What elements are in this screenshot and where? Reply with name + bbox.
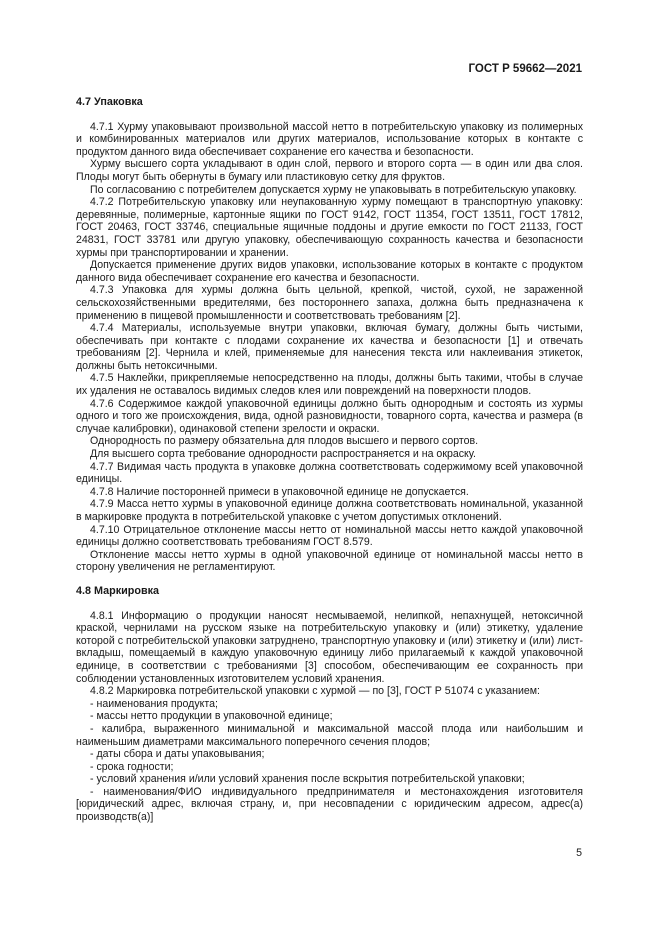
paragraph: 4.8.1 Информацию о продукции наносят несмываемой, нелипкой, непахнущей, нетоксичной краской, чернилами на русском языке на потребительскую упаковку и (или) этикетку, удаление которой с потребительской упаковки затруднено, транспортную упаковку и (или) этикетку и (или) лист-вкладыш, помещаемый в каждую упаковочную единицу либо прилагаемый к каждой упаковочной единице, в соответствии с требованиями [3] способом, обеспечивающим ее сохранность при соблюдении установленных изготовителем условий хранения.: [76, 609, 583, 685]
paragraph: 4.7.8 Наличие посторонней примеси в упаковочной единице не допускается.: [90, 485, 469, 498]
section-body-packaging: [76, 121, 583, 574]
paragraph: 4.7.7 Видимая часть продукта в упаковке должна соответствовать содержимому всей упаковочной единицы.: [76, 460, 583, 486]
paragraph: 4.7.5 Наклейки, прикрепляемые непосредственно на плоды, должны быть такими, чтобы в случае их удаления не оставалось видимых следов клея или повреждений на поверхности плодов.: [76, 372, 583, 398]
paragraph: 4.7.2 Потребительскую упаковку или неупакованную хурму помещают в транспортную упаковку: деревянные, полимерные, картонные ящики по ГОСТ 9142, ГОСТ 11354, ГОСТ 13511, ГОСТ 17812, ГОСТ 20463, ГОСТ 33746, специальные ящичные поддоны и другие емкости по ГОСТ 21133, ГОСТ 24831, ГОСТ 33781 или другую упаковку, обеспечивающую сохранность качества и безопасности хурмы при транспортировании и хранении.: [76, 196, 583, 259]
list-item: - наименования/ФИО индивидуального предпринимателя и местонахождения изготовителя [юридический адрес, включая страну, и, при несовпадении с юридическим адресом, адрес(а) производств(а)]: [76, 785, 583, 824]
paragraph: 4.7.3 Упаковка для хурмы должна быть цельной, крепкой, чистой, сухой, не зараженной сельскохозяйственными вредителями, без постороннего запаха, должна быть предназначена к применению в пищевой промышленности и соответствовать требованиям [2].: [76, 284, 583, 322]
paragraph: Хурму высшего сорта укладывают в один слой, первого и второго сорта — в один или два слоя. Плоды могут быть обернуты в бумагу или пластиковую сетку для фруктов.: [76, 158, 583, 183]
paragraph: Для высшего сорта требование однородности распространяется и на окраску.: [90, 448, 476, 461]
list-item: - наименования продукта;: [90, 697, 218, 710]
paragraph: 4.8.2 Маркировка потребительской упаковки с хурмой — по [3], ГОСТ Р 51074 с указанием:: [90, 685, 541, 698]
page-number: 5: [576, 847, 582, 859]
list-item: - калибра, выраженного минимальной и максимальной массой плода или наибольшим и наименьшим диаметрами максимального поперечного сечения плодов;: [76, 722, 583, 748]
list-item: - условий хранения и/или условий хранения после вскрытия потребительской упаковки;: [90, 773, 525, 786]
paragraph: Однородность по размеру обязательна для плодов высшего и первого сортов.: [90, 435, 479, 448]
page-content: [76, 96, 583, 824]
paragraph: 4.7.9 Масса нетто хурмы в упаковочной единице должна соответствовать номинальной, указанной в маркировке продукта в потребительской упаковке с учетом допустимых отклонений.: [76, 498, 583, 523]
document-number: ГОСТ Р 59662—2021: [468, 63, 582, 75]
section-heading-packaging: 4.7 Упаковка: [76, 96, 143, 108]
list-item: - даты сбора и даты упаковывания;: [90, 748, 265, 761]
paragraph: 4.7.1 Хурму упаковывают произвольной массой нетто в потребительскую упаковку из полимерных и комбинированных материалов или других материалов, использование которых в контакте с продуктом данного вида обеспечивает сохранение его качества и безопасности.: [76, 120, 583, 158]
paragraph: 4.7.10 Отрицательное отклонение массы нетто от номинальной массы нетто каждой упаковочной единицы должно соответствовать требованиям ГОСТ 8.579.: [76, 523, 583, 549]
paragraph: Отклонение массы нетто хурмы в одной упаковочной единице от номинальной массы нетто в сторону увеличения не регламентируют.: [76, 548, 583, 574]
paragraph: 4.7.4 Материалы, используемые внутри упаковки, включая бумагу, должны быть чистыми, обеспечивать при контакте с плодами сохранение их качества и безопасности [1] и отвечать требованиям [2]. Чернила и клей, применяемые для нанесения текста или наклеивания этикеток, должны быть нетоксичными.: [76, 322, 583, 372]
paragraph: Допускается применение других видов упаковки, использование которых в контакте с продуктом данного вида обеспечивает сохранение его качества и безопасности.: [76, 259, 583, 284]
paragraph: 4.7.6 Содержимое каждой упаковочной единицы должно быть однородным и состоять из хурмы одного и того же происхождения, вида, одной разновидности, товарного сорта, качества и размера (в случае калибровки), одинаковой степени зрелости и окраски.: [76, 397, 583, 435]
section-body-marking: [76, 610, 583, 824]
paragraph: По согласованию с потребителем допускается хурму не упаковывать в потребительскую упаковку.: [90, 183, 577, 196]
list-item: - массы нетто продукции в упаковочной единице;: [90, 710, 333, 723]
list-item: - срока годности;: [90, 760, 174, 773]
section-heading-marking: 4.8 Маркировка: [76, 584, 160, 597]
